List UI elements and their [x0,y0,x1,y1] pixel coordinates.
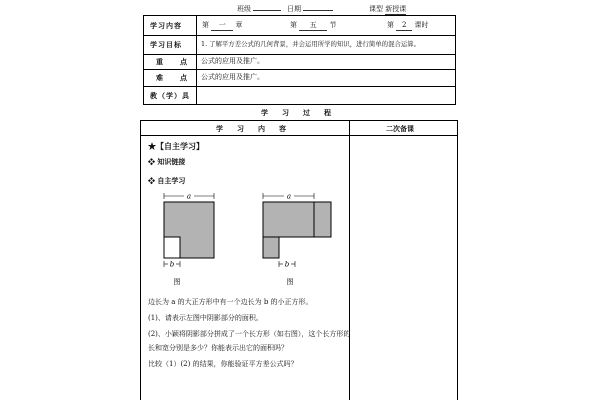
moved-strip [314,202,331,237]
left-caption: 图 [173,278,181,286]
comparison-question: 比较（1）(2) 的结果，你能验证平方差公式吗？ [148,360,298,368]
question-2-line1: (2)、小颖将阴影部分拼成了一个长方形（如右图），这个长方形的 [148,330,351,338]
class-label: 班级 [237,5,281,14]
self-study-bullet: ❖ 自主学习 [148,176,186,185]
chapter-field: 第 一 章 [202,21,243,29]
key-point-label: 重 点 [156,57,188,66]
left-figure [164,192,214,286]
knowledge-link-bullet: ❖ 知识链接 [148,157,186,166]
question-1: (1)、请表示左图中阴影部分的面积。 [148,314,263,322]
content-label: 学习内容 [150,21,182,30]
goal-text: 1. 了解平方差公式的几何背景，并会运用所学的知识，进行简单的混合运算。 [201,40,421,48]
square-difference-figures [150,190,350,290]
right-shaded-region [263,202,314,258]
process-title: 学 习 过 程 [261,108,331,117]
difficulty-text: 公式的应用及推广。 [201,73,264,81]
goal-label: 学习目标 [150,40,182,49]
question-2-line2: 长和宽分别是多少？你能表示出它的面积吗？ [148,344,288,352]
right-caption: 图 [286,278,294,286]
notes-column-header: 二次备课 [386,124,414,133]
period-field: 第 2 课时 [387,21,429,29]
date-label: 日期 [287,5,333,14]
problem-intro: 边长为 a 的大正方形中有一个边长为 b 的小正方形。 [148,298,313,306]
left-dim-a: a [186,192,192,201]
difficulty-label: 难 点 [156,73,188,82]
lesson-type: 课型 新授课 [369,5,407,13]
small-square [164,237,180,258]
key-point-text: 公式的应用及推广。 [201,57,264,65]
section-field: 第 五 节 [290,21,337,29]
tools-label: 教（学）具 [150,91,190,100]
self-study-title: ★【自主学习】 [148,141,204,151]
right-figure [263,192,331,286]
right-dim-b: b [284,260,290,269]
content-column-header: 学 习 内 容 [216,124,286,133]
left-dim-b: b [169,260,175,269]
right-dim-a: a [286,192,292,201]
